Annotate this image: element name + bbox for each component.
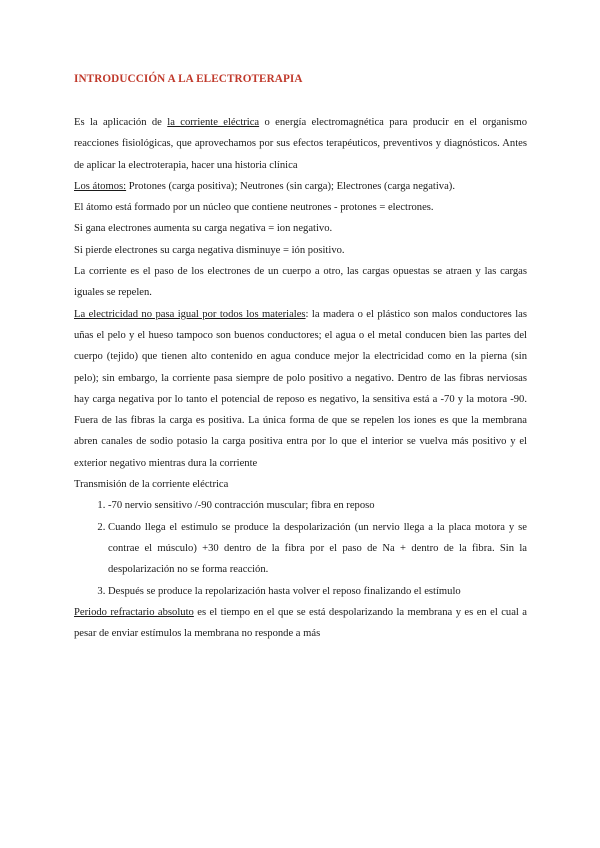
atoms-line — [74, 176, 527, 197]
intro-underlined-term: la corriente eléctrica — [167, 117, 260, 128]
electricity-paragraph — [74, 304, 527, 474]
gain-electrons-line: Si gana electrones aumenta su carga negativa = ion negativo. — [74, 223, 333, 235]
intro-text-b: o energía electromagnética para producir en el organismo reacciones fisiológicas, que aprovechamos por sus efectos terapéuticos, preventivos y diagnósticos. Antes de aplicar la electroterapia, hacer una historia clínica — [74, 117, 527, 171]
electricity-text: : la madera o el plástico son malos conductores las uñas el pelo y el hueso tampoco son buenos conductores; el agua o el metal conducen bien las partes del cuerpo (tejido) que tienen alto contenido en agua conduce mejor la electricidad como en la pierna (sin pelo); sin embargo, la corriente pasa siempre de polo positivo a negativo. Dentro de las fibras nerviosas hay carga negativa por lo tanto el potencial de reposo es negativo, la sensitiva está a -70 y la motora -90. Fuera de las fibras la carga es positiva. La única forma de que se repelen los iones es que la membrana abren canales de sodio potasio la carga positiva entra por lo que el interior se vuelva más positivo y el exterior negativo mientras dura la corriente — [74, 308, 527, 469]
refractory-text: es el tiempo en el que se está despolarizando la membrana y es en el cual a pesar de enviar estímulos la membrana no responde a más — [74, 606, 527, 640]
atoms-label: Los átomos: — [74, 180, 127, 192]
lose-electrons-line: Si pierde electrones su carga negativa disminuye = ión positivo. — [74, 244, 345, 256]
transmission-heading: Transmisión de la corriente eléctrica — [74, 479, 229, 491]
refractory-paragraph — [74, 602, 527, 645]
document-body — [74, 112, 527, 644]
intro-text-a: Es la aplicación de — [74, 117, 168, 128]
list-item: 2. Cuando llega el estimulo se produce la despolarización (un nervio llega a la placa motora y se contrae el músculo) +30 dentro de la fibra por el paso de Na + dentro de la fibra. Sin la despolarización no se forma reacción. — [108, 517, 527, 581]
list-item: 3. Después se produce la repolarización hasta volver el reposo finalizando el estímulo — [108, 581, 527, 602]
electricity-label: La electricidad no pasa igual por todos los materiales — [74, 308, 306, 320]
atom-structure-line: El átomo está formado por un núcleo que contiene neutrones - protones = electrones. — [74, 202, 434, 214]
transmission-steps-list — [74, 495, 527, 601]
current-definition-line: La corriente es el paso de los electrones de un cuerpo a otro, las cargas opuestas se atraen y las cargas iguales se repelen. — [74, 266, 527, 299]
document-title: INTRODUCCIÓN A LA ELECTROTERAPIA — [74, 73, 303, 85]
atoms-text: Protones (carga positiva); Neutrones (sin carga); Electrones (carga negativa). — [126, 180, 455, 192]
intro-paragraph — [74, 112, 527, 176]
list-item: 1. -70 nervio sensitivo /-90 contracción muscular; fibra en reposo — [108, 495, 527, 516]
refractory-label: Periodo refractario absoluto — [74, 606, 194, 618]
